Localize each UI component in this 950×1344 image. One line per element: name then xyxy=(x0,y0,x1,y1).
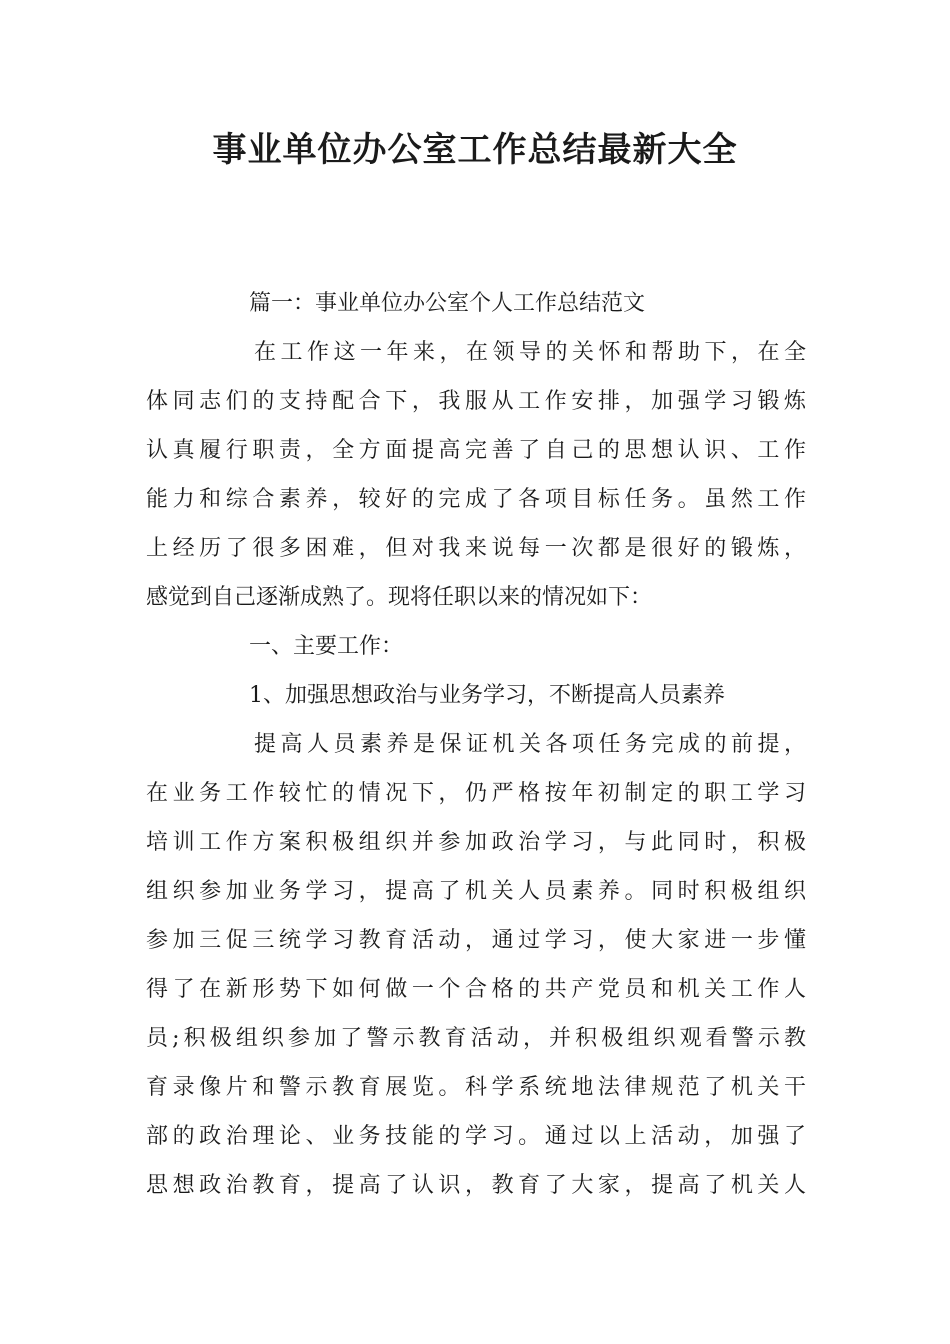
paragraph-line: 员;积极组织参加了警示教育活动，并积极组织观看警示教 xyxy=(146,1026,806,1051)
paragraph-line: 思想政治教育，提高了认识，教育了大家，提高了机关人 xyxy=(146,1173,806,1198)
paragraph-line: 提高人员素养是保证机关各项任务完成的前提， xyxy=(254,732,806,757)
section-heading: 篇一：事业单位办公室个人工作总结范文 xyxy=(249,291,646,316)
paragraph-line: 在工作这一年来，在领导的关怀和帮助下，在全 xyxy=(254,340,806,365)
paragraph-line: 上经历了很多困难，但对我来说每一次都是很好的锻炼， xyxy=(146,536,806,561)
paragraph-line: 得了在新形势下如何做一个合格的共产党员和机关工作人 xyxy=(146,977,806,1002)
paragraph-line: 感觉到自己逐渐成熟了。现将任职以来的情况如下： xyxy=(146,585,653,610)
subheading: 一、主要工作： xyxy=(249,634,404,659)
paragraph-line: 在业务工作较忙的情况下，仍严格按年初制定的职工学习 xyxy=(146,781,806,806)
paragraph-line: 培训工作方案积极组织并参加政治学习，与此同时，积极 xyxy=(146,830,806,855)
paragraph-line: 育录像片和警示教育展览。科学系统地法律规范了机关干 xyxy=(146,1075,806,1100)
subheading: 1、加强思想政治与业务学习，不断提高人员素养 xyxy=(249,683,725,708)
paragraph-line: 能力和综合素养，较好的完成了各项目标任务。虽然工作 xyxy=(146,487,806,512)
paragraph-line: 部的政治理论、业务技能的学习。通过以上活动，加强了 xyxy=(146,1124,806,1149)
document-title: 事业单位办公室工作总结最新大全 xyxy=(212,130,738,170)
document-body xyxy=(146,279,806,1210)
paragraph-line: 参加三促三统学习教育活动，通过学习，使大家进一步懂 xyxy=(146,928,806,953)
paragraph-line: 体同志们的支持配合下，我服从工作安排，加强学习锻炼 xyxy=(146,389,806,414)
paragraph-line: 组织参加业务学习，提高了机关人员素养。同时积极组织 xyxy=(146,879,806,904)
paragraph-line: 认真履行职责，全方面提高完善了自己的思想认识、工作 xyxy=(146,438,806,463)
